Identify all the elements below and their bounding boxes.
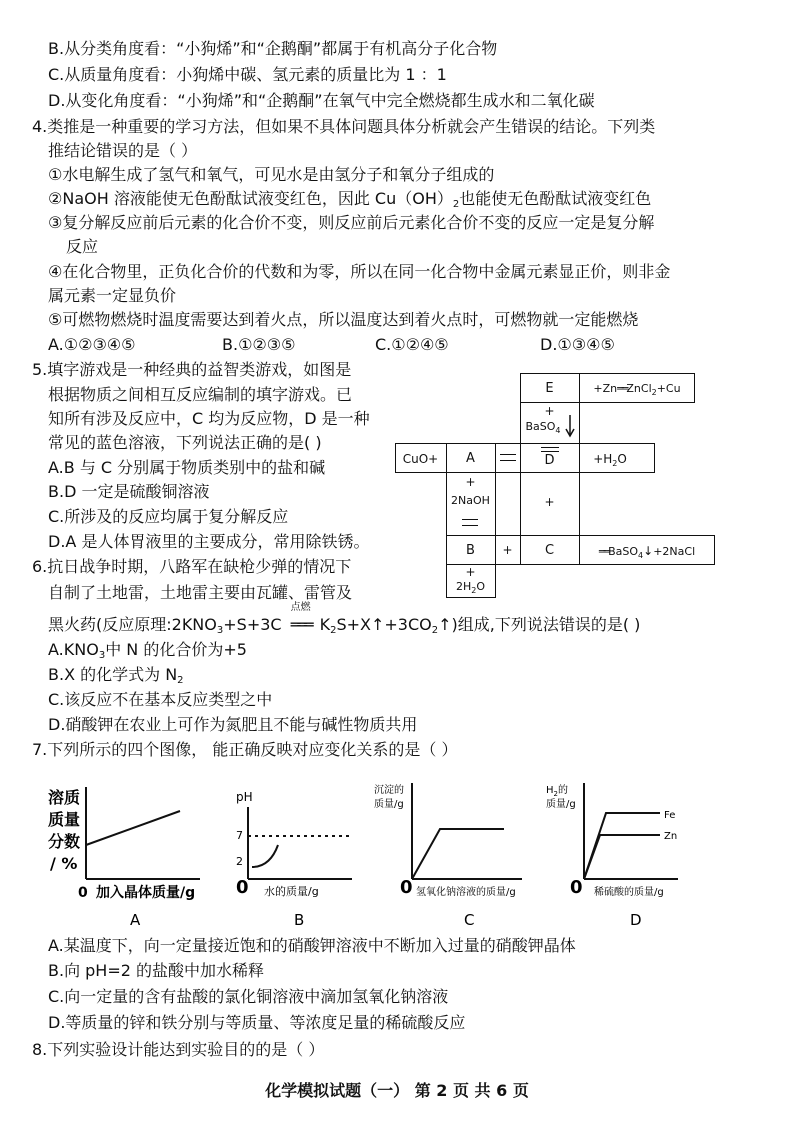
graph-c-caption: C	[464, 911, 475, 929]
graph-b-caption: B	[294, 911, 305, 929]
graph-d-label-zn: Zn	[664, 831, 678, 842]
q7-graphs	[40, 775, 690, 935]
q5-option-d: D.A 是人体胃液里的主要成分，常用除铁锈。	[48, 532, 370, 551]
graph-d-origin: 0	[570, 877, 583, 898]
q3-option-b: B.从分类角度看：“小狗烯”和“企鹅酮”都属于有机高分子化合物	[48, 39, 498, 58]
q4-statement-3a: ③复分解反应前后元素的化合价不变，则反应前后元素化合价不变的反应一定是复分解	[48, 213, 655, 232]
q4-stem-line2: 推结论错误的是（ ）	[48, 141, 198, 160]
graph-c	[374, 783, 522, 929]
graph-d	[546, 783, 678, 929]
grid-cell-c	[520, 535, 580, 565]
q4-s2-text-a: ②NaOH 溶液能使无色酚酞试液变红色，因此 Cu（OH）	[48, 189, 453, 208]
graph-a-ylabel-5: / %	[50, 854, 78, 873]
q6-option-d: D.硝酸钾在农业上可作为氮肥且不能与碱性物质共用	[48, 715, 418, 734]
grid-cell-cuo	[395, 443, 447, 473]
grid-label-c: C	[544, 543, 555, 558]
q5-crossword-grid	[395, 370, 715, 600]
q5-option-c: C.所涉及的反应均属于复分解反应	[48, 507, 289, 526]
q6-reaction-sub1: 3	[216, 625, 224, 636]
q5-option-b: B.D 一定是硫酸铜溶液	[48, 482, 210, 501]
grid-equals-sign	[500, 454, 516, 461]
graph-b-origin: 0	[236, 877, 249, 898]
graph-c-ylabel-1: 沉淀的	[374, 785, 404, 796]
graph-c-origin: 0	[400, 877, 413, 898]
grid-plus-5: +	[465, 565, 476, 579]
q4-option-b: B.①②③⑤	[222, 335, 296, 354]
graph-a-origin: 0	[78, 885, 88, 901]
q5-stem-line3: 知所有涉及反应中，C 均为反应物，D 是一种	[48, 409, 370, 428]
grid-h2o: $+H_2O$	[593, 452, 627, 468]
graph-a-caption: A	[130, 911, 141, 929]
grid-plus-3: +	[544, 495, 555, 509]
q6-reaction-c: K	[319, 615, 331, 634]
q6-reaction-sub2: 2	[330, 625, 337, 636]
grid-cell-e	[520, 373, 580, 403]
graph-d-caption: D	[630, 911, 642, 929]
grid-cell-d	[520, 443, 580, 473]
graph-a-ylabel-3: 质量	[48, 810, 81, 829]
grid-cu: +Cu	[656, 382, 681, 395]
graph-d-line-zn	[584, 835, 660, 879]
q6-reaction-d: S+X↑+3CO	[336, 615, 432, 634]
graph-a-ylabel-4: 分数	[48, 832, 81, 851]
q6-reaction-b: +S+3C	[223, 615, 282, 634]
grid-label-b: B	[466, 543, 475, 558]
graph-b-ylabel: pH	[236, 790, 253, 804]
grid-cuo: CuO+	[402, 452, 439, 466]
q5-option-a: A.B 与 C 分别属于物质类别中的盐和碱	[48, 458, 326, 477]
q4-statement-4b: 属元素一定显负价	[48, 286, 177, 305]
grid-cell-plus-d	[520, 472, 580, 536]
graph-a-ylabel-2: 质	[64, 788, 81, 807]
graph-c-line	[412, 829, 504, 879]
q5-stem-line2: 根据物质之间相互反应编制的填字游戏。已	[48, 385, 353, 404]
graph-c-xlabel: 氢氧化钠溶液的质量/g	[416, 887, 516, 898]
q6-reaction-sub3: 2	[431, 625, 439, 636]
grid-plus-4: +	[502, 543, 513, 557]
grid-zn: +Zn	[593, 382, 618, 395]
grid-zncl: ZnCl	[626, 382, 652, 395]
grid-label-d: D	[544, 453, 555, 468]
grid-d-bar	[541, 447, 559, 452]
q3-option-d: D.从变化角度看：“小狗烯”和“企鹅酮”在氧气中完全燃烧都生成水和二氧化碳	[48, 91, 595, 110]
q6-stem-line3	[48, 602, 641, 642]
q4-statement-1: ①水电解生成了氢气和氧气，可见水是由氢分子和氧分子组成的	[48, 165, 495, 184]
grid-naoh: 2NaOH	[451, 494, 490, 507]
q5-stem-line1: 5.填字游戏是一种经典的益智类游戏，如图是	[32, 360, 352, 379]
grid-cell-naoh	[446, 472, 496, 536]
grid-cell-a	[446, 443, 496, 473]
q6-reaction-a: 黑火药(反应原理:2KNO	[48, 615, 217, 634]
q8-stem: 8.下列实验设计能达到实验目的的是（ ）	[32, 1040, 325, 1059]
graph-a	[48, 787, 200, 929]
graph-c-ylabel-2: 质量/g	[374, 799, 404, 810]
grid-zncl-sub: 2	[651, 388, 657, 397]
grid-naoh-equals	[462, 519, 478, 526]
q4-option-d: D.①③④⑤	[540, 335, 615, 354]
grid-zn-equation: +Zn══ZnCl$_2$+Cu	[593, 382, 681, 397]
graph-b-curve	[252, 845, 278, 867]
q4-stem-line1: 4.类推是一种重要的学习方法，但如果不具体问题具体分析就会产生错误的结论。下列类	[32, 117, 656, 136]
graph-d-xlabel: 稀硫酸的质量/g	[594, 887, 664, 898]
q3-option-c: C.从质量角度看：小狗烯中碳、氢元素的质量比为 1 ：1	[48, 65, 447, 84]
grid-2h2o: $2H_2O$	[455, 580, 486, 595]
q7-option-b: B.向 pH=2 的盐酸中加水稀释	[48, 961, 265, 980]
grid-label-e: E	[545, 381, 554, 396]
grid-plus-1: +	[544, 404, 555, 418]
q6-option-b: B.X 的化学式为 $N_2$	[48, 665, 184, 686]
q7-option-a: A.某温度下，向一定量接近饱和的硝酸钾溶液中不断加入过量的硝酸钾晶体	[48, 936, 576, 955]
graph-d-ylabel-1: $H_2$的	[546, 785, 568, 798]
q4-s2-text-b: 也能使无色酚酞试液变红色	[459, 189, 652, 208]
page-footer: 化学模拟试题（一） 第 2 页 共 6 页	[265, 1081, 529, 1100]
q4-option-c: C.①②④⑤	[375, 335, 449, 354]
graph-a-ylabel-1: 溶	[48, 788, 65, 807]
grid-cell-b	[446, 535, 496, 565]
q4-statement-5: ⑤可燃物燃烧时温度需要达到着火点，所以温度达到着火点时，可燃物就一定能燃烧	[48, 310, 639, 329]
grid-plus-2: +	[465, 475, 476, 489]
q6-reaction-condition: 点燃 ═══	[290, 602, 311, 634]
grid-cell-2h2o	[446, 564, 496, 598]
q6-option-c: C.该反应不在基本反应类型之中	[48, 690, 273, 709]
grid-baso4: BaSO$_4$	[525, 420, 561, 435]
grid-down-arrow-1	[565, 415, 575, 439]
grid-cell-zn-equation	[579, 373, 695, 403]
grid-cell-h2o	[579, 443, 655, 473]
graph-a-line	[86, 811, 180, 845]
graph-b-tick-2: 2	[236, 855, 243, 868]
grid-cell-plus-bc	[495, 535, 521, 565]
graph-b	[236, 790, 352, 929]
q7-option-d: D.等质量的锌和铁分别与等质量、等浓度足量的稀硫酸反应	[48, 1013, 466, 1032]
q6-stem-line1: 6.抗日战争时期，八路军在缺枪少弹的情况下	[32, 557, 352, 576]
q4-statement-4a: ④在化合物里，正负化合价的代数和为零，所以在同一化合物中金属元素显正价，则非金	[48, 262, 671, 281]
q6-option-a: $A.KNO_3$中 N 的化合价为+5	[48, 640, 247, 661]
q7-option-c: C.向一定量的含有盐酸的氯化铜溶液中滴加氢氧化钠溶液	[48, 987, 449, 1006]
q4-s2-subscript: 2	[452, 199, 460, 210]
graph-b-tick-7: 7	[236, 829, 243, 842]
graph-b-xlabel: 水的质量/g	[264, 885, 319, 898]
q6-reaction-e: ↑)组成,下列说法错误的是( )	[438, 615, 641, 634]
graph-d-ylabel-2: 质量/g	[546, 799, 576, 810]
grid-baso4-nacl: ══BaSO$_4$↓+2NaCl	[598, 544, 696, 560]
grid-cell-baso4	[520, 402, 580, 444]
graph-a-xlabel: 加入晶体质量/g	[96, 885, 196, 901]
q4-option-a: A.①②③④⑤	[48, 335, 136, 354]
q5-stem-line4: 常见的蓝色溶液，下列说法正确的是( )	[48, 433, 322, 452]
graph-d-label-fe: Fe	[664, 810, 676, 821]
q6-stem-line2: 自制了土地雷，土地雷主要由瓦罐、雷管及	[48, 583, 353, 602]
grid-cell-baso4-nacl	[579, 535, 715, 565]
grid-cell-equals	[495, 443, 521, 473]
q7-stem: 7.下列所示的四个图像， 能正确反映对应变化关系的是（ ）	[32, 740, 458, 759]
grid-label-a: A	[466, 451, 475, 466]
q4-statement-3b: 反应	[66, 237, 99, 256]
